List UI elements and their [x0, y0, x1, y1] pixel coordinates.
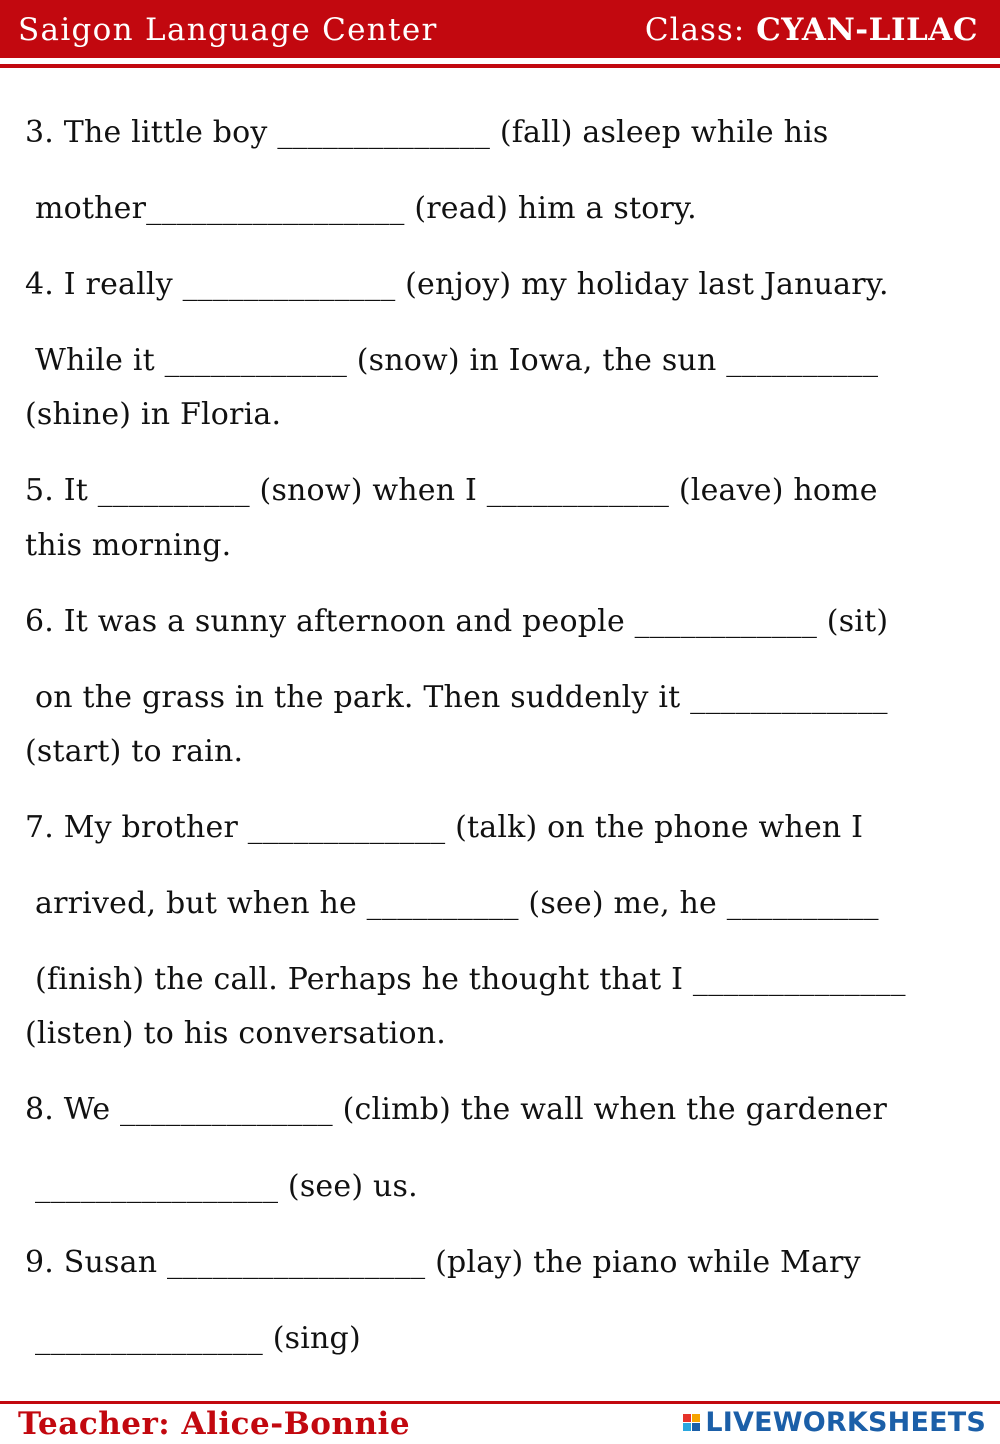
exercise-line: (start) to rain.: [25, 734, 244, 769]
logo-tile: [692, 1423, 700, 1431]
brand-name: LIVEWORKSHEETS: [705, 1406, 986, 1438]
teacher-name: Teacher: Alice-Bonnie: [18, 1406, 411, 1442]
header-bar: [0, 0, 1000, 58]
exercise-line: mother_________________ (read) him a story.: [35, 191, 697, 226]
exercise-line: _______________ (sing): [35, 1321, 361, 1356]
exercise-line: ________________ (see) us.: [35, 1169, 418, 1204]
exercise-line: (listen) to his conversation.: [25, 1016, 447, 1051]
class-line: [645, 12, 978, 48]
class-label: Class:: [644, 12, 746, 48]
exercise-line: this morning.: [25, 528, 232, 563]
exercise-line: 8. We ______________ (climb) the wall when the gardener: [25, 1092, 888, 1127]
exercise-line: While it ____________ (snow) in Iowa, the sun __________: [35, 343, 879, 378]
center-name: Saigon Language Center: [18, 12, 438, 48]
exercise-line: 3. The little boy ______________ (fall) asleep while his: [25, 115, 829, 150]
logo-tile: [683, 1423, 691, 1431]
header-divider: [0, 64, 1000, 68]
brand-logo[interactable]: [683, 1406, 986, 1438]
exercise-line: 9. Susan _________________ (play) the piano while Mary: [25, 1245, 861, 1280]
exercise-line: 6. It was a sunny afternoon and people ____________ (sit): [25, 604, 889, 639]
exercise-line: (shine) in Floria.: [25, 397, 282, 432]
logo-tile: [692, 1414, 700, 1422]
exercise-line: 5. It __________ (snow) when I ____________ (leave) home: [25, 473, 878, 508]
footer-divider: [0, 1401, 1000, 1404]
class-value: CYAN-LILAC: [756, 12, 978, 48]
exercise-line: arrived, but when he __________ (see) me, he __________: [35, 886, 879, 921]
exercise-line: (finish) the call. Perhaps he thought that I ______________: [35, 962, 906, 997]
exercise-line: 4. I really ______________ (enjoy) my holiday last January.: [25, 267, 889, 302]
logo-tile: [683, 1414, 691, 1422]
liveworksheets-logo-icon: [683, 1414, 700, 1431]
exercise-line: on the grass in the park. Then suddenly it _____________: [35, 680, 888, 715]
exercise-line: 7. My brother _____________ (talk) on the phone when I: [25, 810, 864, 845]
